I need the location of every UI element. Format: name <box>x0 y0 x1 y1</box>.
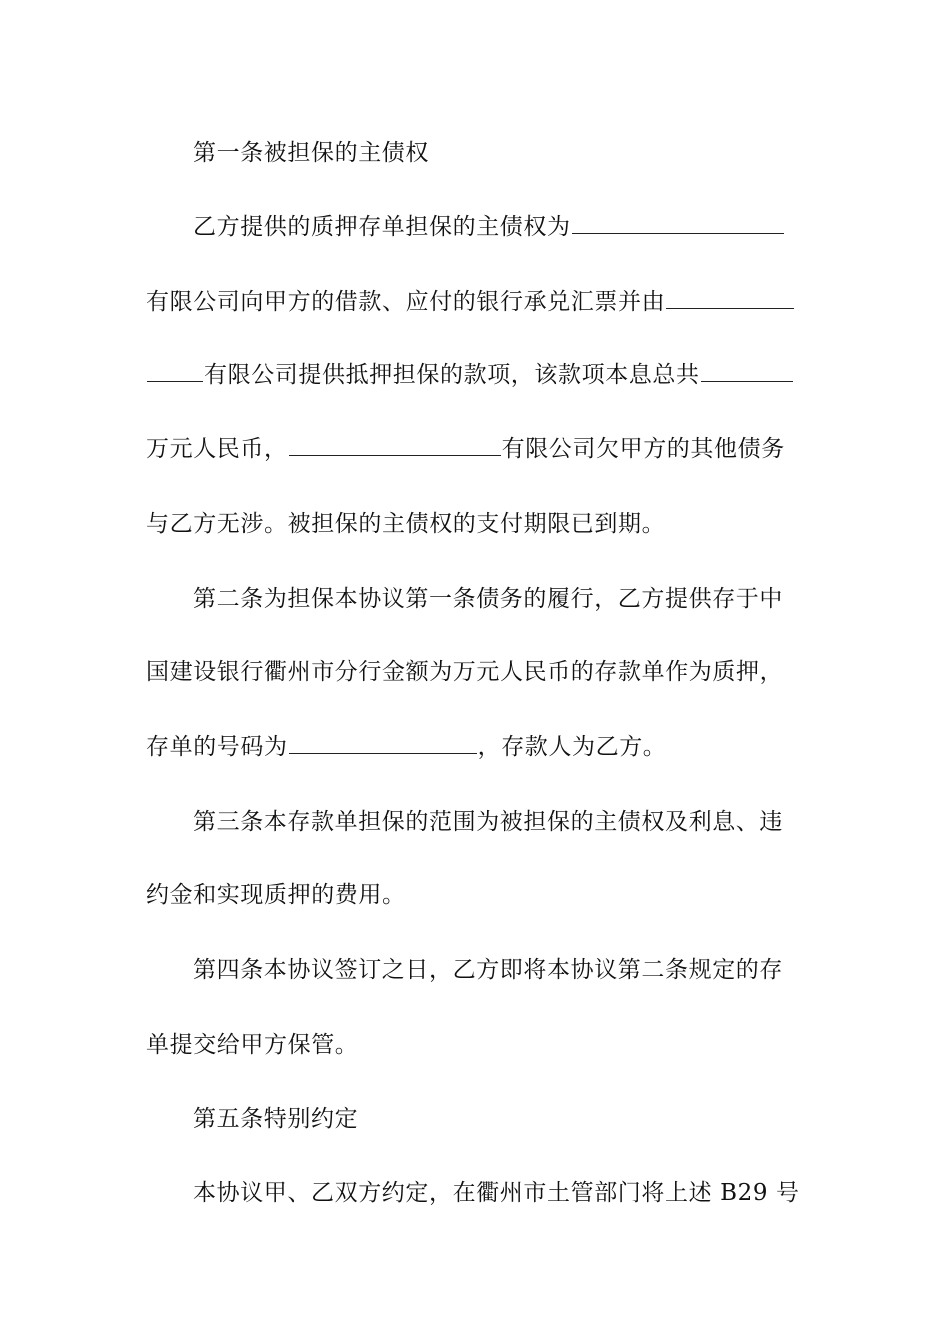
article-2-line-1 <box>193 582 806 616</box>
article-5-line-1-text: 本协议甲、乙双方约定，在衢州市土管部门将上述 B29 号 <box>193 1180 800 1206</box>
article-3-line-2 <box>146 878 806 912</box>
article-2-line-3 <box>146 730 806 764</box>
article-3-line-2-text: 约金和实现质押的费用。 <box>146 882 406 908</box>
guarantor-blank-b <box>147 359 203 382</box>
article-3-line-1 <box>193 805 806 839</box>
article-2-line-3-text-a: 存单的号码为 <box>146 734 288 760</box>
article-1-line-5 <box>146 507 806 541</box>
article-1-line-4 <box>146 432 806 466</box>
article-1-line-1-text: 乙方提供的质押存单担保的主债权为 <box>193 214 571 240</box>
article-4-line-2 <box>146 1028 806 1062</box>
article-1-heading <box>193 136 806 170</box>
article-2-line-3-text-b: ，存款人为乙方。 <box>477 734 667 760</box>
article-4-line-1 <box>193 953 806 987</box>
article-1-line-3 <box>146 358 806 392</box>
article-1-heading-text: 第一条被担保的主债权 <box>193 140 429 166</box>
article-5-line-1 <box>193 1176 806 1210</box>
article-1-line-3-text: 有限公司提供抵押担保的款项，该款项本息总共 <box>204 362 700 388</box>
article-1-line-1 <box>193 210 806 244</box>
article-2-line-2 <box>146 655 806 689</box>
article-4-line-2-text: 单提交给甲方保管。 <box>146 1032 359 1058</box>
deposit-number-blank <box>289 731 477 754</box>
guarantor-blank-a <box>666 286 794 309</box>
article-5-heading <box>193 1102 806 1136</box>
debtor-blank <box>289 433 501 456</box>
article-1-line-2-text: 有限公司向甲方的借款、应付的银行承兑汇票并由 <box>146 289 666 315</box>
article-2-line-1-text: 第二条为担保本协议第一条债务的履行，乙方提供存于中 <box>193 586 783 612</box>
article-5-heading-text: 第五条特别约定 <box>193 1106 359 1132</box>
article-1-line-2 <box>146 285 806 319</box>
total-amount-blank <box>701 359 793 382</box>
article-2-line-2-text: 国建设银行衢州市分行金额为万元人民币的存款单作为质押， <box>146 659 784 685</box>
article-1-line-5-text: 与乙方无涉。被担保的主债权的支付期限已到期。 <box>146 511 666 537</box>
article-3-line-1-text: 第三条本存款单担保的范围为被担保的主债权及利息、违 <box>193 809 783 835</box>
article-1-line-4-text-b: 有限公司欠甲方的其他债务 <box>501 436 785 462</box>
creditor-blank <box>572 211 784 234</box>
article-1-line-4-text-a: 万元人民币， <box>146 436 288 462</box>
article-4-line-1-text: 第四条本协议签订之日，乙方即将本协议第二条规定的存 <box>193 957 783 983</box>
